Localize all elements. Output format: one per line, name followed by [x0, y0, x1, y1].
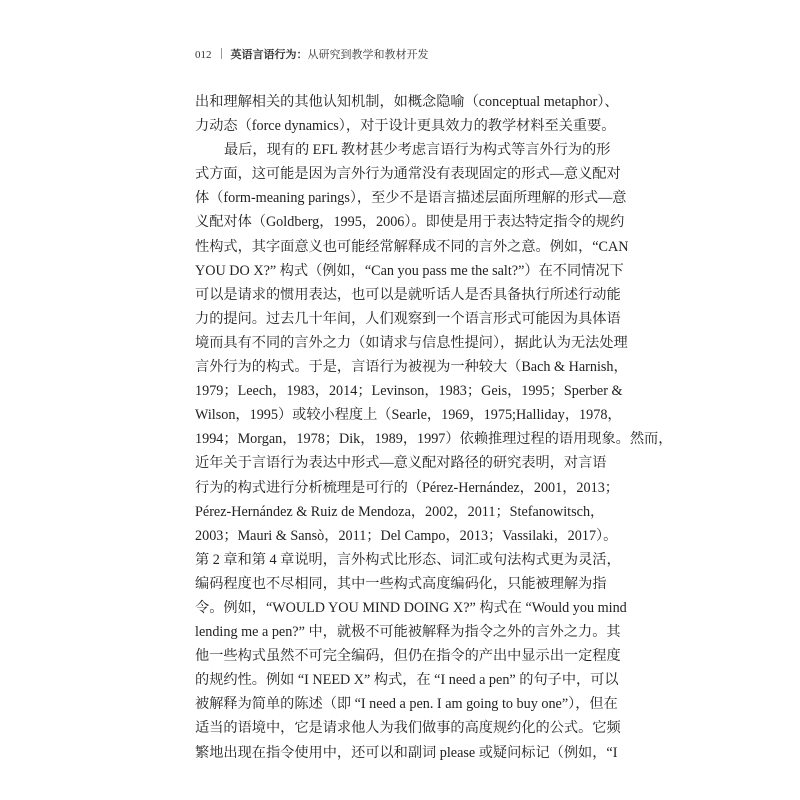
text-line: 第 2 章和第 4 章说明，言外构式比形态、词汇或句法构式更为灵活，	[195, 551, 621, 568]
text-line: 出和理解相关的其他认知机制，如概念隐喻（conceptual metaphor）、	[195, 94, 619, 110]
text-line: 性构式，其字面意义也可能经常解释成不同的言外之意。例如，“CAN	[195, 238, 629, 255]
text-line: 最后，现有的 EFL 教材甚少考虑言语行为构式等言外行为的形	[224, 142, 611, 159]
text-line: 力动态（force dynamics），对于设计更具效力的教学材料至关重要。	[195, 118, 616, 135]
body-text	[195, 90, 673, 765]
text-line: 编码程度也不尽相同，其中一些构式高度编码化，只能被理解为指	[195, 575, 607, 592]
text-line: 义配对体（Goldberg，1995，2006）。即使是用于表达特定指令的规约	[195, 214, 625, 231]
header-divider	[221, 48, 222, 59]
text-line: 1994；Morgan，1978；Dik，1989，1997）依赖推理过程的语用现象。然而，	[195, 431, 673, 448]
text-line: 言外行为的构式。于是，言语行为被视为一种较大（Bach & Harnish，	[195, 359, 628, 376]
running-header	[195, 46, 429, 62]
text-line: 2003；Mauri & Sansò，2011；Del Campo，2013；Vassilaki，2017）。	[195, 527, 618, 544]
book-title-main: 英语言语行为：	[230, 48, 308, 61]
text-line: 近年关于言语行为表达中形式—意义配对路径的研究表明，对言语	[195, 455, 607, 472]
text-line: 力的提问。过去几十年间，人们观察到一个语言形式可能因为具体语	[195, 310, 621, 327]
text-line: 的规约性。例如 “I NEED X” 构式，在 “I need a pen” 的句子中，可以	[195, 672, 619, 689]
text-line: 适当的语境中，它是请求他人为我们做事的高度规约化的公式。它频	[195, 720, 621, 737]
text-line: 境而具有不同的言外之力（如请求与信息性提问），据此认为无法处理	[195, 334, 628, 351]
text-line: 繁地出现在指令使用中，还可以和副词 please 或疑问标记（例如，“I	[195, 744, 618, 761]
book-title-subtitle: 从研究到教学和教材开发	[307, 48, 429, 61]
text-line: 式方面，这可能是因为言外行为通常没有表现固定的形式—意义配对	[195, 166, 621, 183]
text-line: 体（form-meaning parings），至少不是语言描述层面所理解的形式—意	[195, 190, 627, 207]
text-line: YOU DO X?” 构式（例如，“Can you pass me the salt?”）在不同情况下	[195, 262, 624, 279]
text-line: Wilson，1995）或较小程度上（Searle，1969，1975;Halliday，1978，	[195, 407, 622, 424]
text-line: 他一些构式虽然不可完全编码，但仍在指令的产出中显示出一定程度	[195, 648, 621, 665]
page-number: 012	[195, 49, 212, 61]
text-line: 行为的构式进行分析梳理是可行的（Pérez-Hernández，2001，2013；	[195, 479, 619, 496]
text-line: 1979；Leech，1983，2014；Levinson，1983；Geis，1995；Sperber &	[195, 383, 623, 400]
text-line: 令。例如，“WOULD YOU MIND DOING X?” 构式在 “Would you mind	[195, 599, 627, 616]
text-line: lending me a pen?” 中，就极不可能被解释为指令之外的言外之力。其	[195, 624, 621, 641]
text-line: Pérez-Hernández & Ruiz de Mendoza，2002，2011；Stefanowitsch，	[195, 503, 605, 520]
text-line: 被解释为简单的陈述（即 “I need a pen. I am going to buy one”），但在	[195, 696, 618, 713]
text-line: 可以是请求的惯用表达，也可以是就听话人是否具备执行所述行动能	[195, 286, 621, 303]
